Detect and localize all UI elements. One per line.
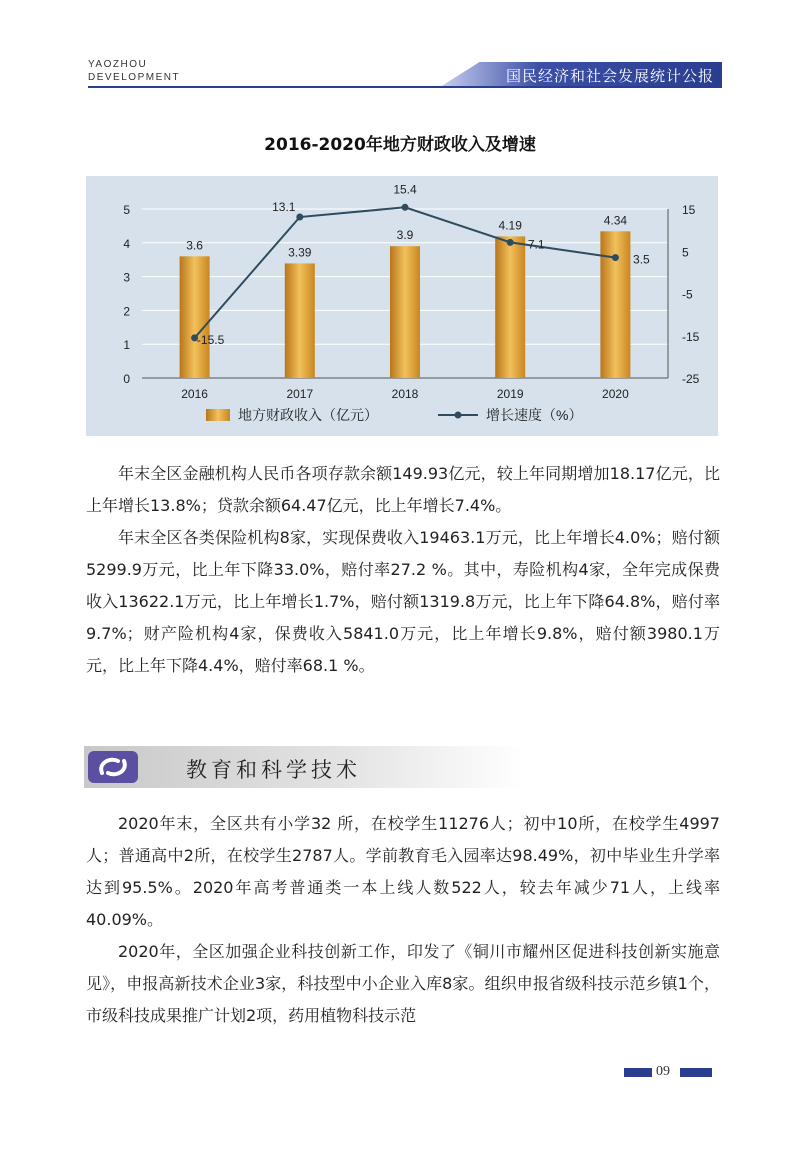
bar-data-label: 3.9 bbox=[396, 228, 414, 243]
section-header bbox=[84, 746, 524, 788]
bar bbox=[600, 231, 630, 378]
legend-bar-swatch bbox=[206, 409, 230, 421]
brand-logo bbox=[88, 58, 180, 84]
legend-bar-label: 地方财政收入（亿元） bbox=[238, 407, 378, 423]
growth-data-label: 3.5 bbox=[633, 252, 650, 267]
legend-line-label: 增长速度（%） bbox=[486, 407, 583, 423]
bar-data-label: 4.19 bbox=[498, 218, 522, 233]
growth-point bbox=[296, 214, 303, 221]
combo-chart bbox=[86, 176, 718, 436]
y-left-tick-label: 3 bbox=[123, 270, 130, 285]
chart-panel bbox=[86, 176, 718, 436]
brand-line-2: DEVELOPMENT bbox=[88, 72, 181, 83]
growth-data-label: 13.1 bbox=[272, 200, 296, 215]
paragraph-finance: 年末全区金融机构人民币各项存款余额149.93亿元，较上年同期增加18.17亿元，比上年增长13.8%；贷款余额64.47亿元，比上年增长7.4%。 bbox=[86, 464, 720, 515]
legend-line-marker bbox=[455, 412, 462, 419]
section-title: 教育和科学技术 bbox=[186, 758, 361, 782]
y-right-tick-label: 5 bbox=[682, 245, 689, 260]
bar-data-label: 4.34 bbox=[603, 213, 628, 228]
bar-data-label: 3.6 bbox=[186, 238, 203, 253]
bar bbox=[495, 236, 525, 378]
header-title: 国民经济和社会发展统计公报 bbox=[505, 67, 714, 85]
paragraph-insurance: 年末全区各类保险机构8家，实现保费收入19463.1万元，比上年增长4.0%；赔付额5299.9万元，比上年下降33.0%，赔付率27.2 %。其中，寿险机构4家，全年完成保费收入13622.1万元，比上年增长1.7%，赔付额1319.8万元，比上年下降64.8%，赔付率9.7%；财产险机构4家，保费收入5841.0万元，比上年增长9.8%，赔付额3980.1万元，比上年下降4.4%，赔付率68.1 %。 bbox=[86, 528, 720, 675]
bar bbox=[390, 246, 420, 378]
growth-point bbox=[507, 239, 514, 246]
y-right-tick-label: -5 bbox=[682, 287, 693, 302]
y-right-tick-label: -25 bbox=[682, 372, 700, 386]
y-left-tick-label: 1 bbox=[123, 338, 130, 353]
growth-data-label: 15.4 bbox=[393, 182, 417, 197]
y-left-tick-label: 5 bbox=[123, 203, 130, 217]
brand-line-1: YAOZHOU bbox=[88, 59, 148, 70]
growth-point bbox=[402, 204, 409, 211]
y-left-tick-label: 2 bbox=[123, 304, 130, 319]
header-rule bbox=[88, 86, 722, 88]
chart-title: 2016-2020年地方财政收入及增速 bbox=[264, 135, 536, 155]
page-number: 09 bbox=[656, 1064, 670, 1079]
paragraph-technology: 2020年，全区加强企业科技创新工作，印发了《铜川市耀州区促进科技创新实施意见》，申报高新技术企业3家，科技型中小企业入库8家。组织申报省级科技示范乡镇1个，市级科技成果推广计划2项，药用植物科技示范 bbox=[86, 942, 720, 1025]
bar-data-label: 3.39 bbox=[288, 245, 312, 260]
page-bar-left bbox=[624, 1068, 652, 1077]
x-tick-label: 2018 bbox=[391, 387, 419, 401]
y-right-tick-label: 15 bbox=[682, 203, 696, 217]
section-emblem-icon bbox=[88, 751, 138, 783]
y-left-tick-label: 4 bbox=[123, 236, 130, 251]
y-left-tick-label: 0 bbox=[123, 372, 130, 386]
x-tick-label: 2017 bbox=[286, 387, 314, 401]
x-tick-label: 2016 bbox=[181, 387, 208, 401]
page-bar-right bbox=[680, 1068, 712, 1077]
growth-data-label: -15.5 bbox=[196, 332, 225, 347]
x-tick-label: 2020 bbox=[602, 387, 629, 401]
growth-point bbox=[612, 254, 619, 261]
paragraph-education: 2020年末，全区共有小学32 所，在校学生11276人；初中10所，在校学生4997人；普通高中2所，在校学生2787人。学前教育毛入园率达98.49%，初中毕业生升学率达到95.5%。2020年高考普通类一本上线人数522人，较去年减少71人，上线率40.09%。 bbox=[86, 814, 720, 929]
bar bbox=[285, 263, 315, 378]
x-tick-label: 2019 bbox=[496, 387, 524, 401]
bar bbox=[180, 256, 210, 378]
growth-data-label: 7.1 bbox=[527, 237, 545, 252]
y-right-tick-label: -15 bbox=[682, 329, 700, 344]
